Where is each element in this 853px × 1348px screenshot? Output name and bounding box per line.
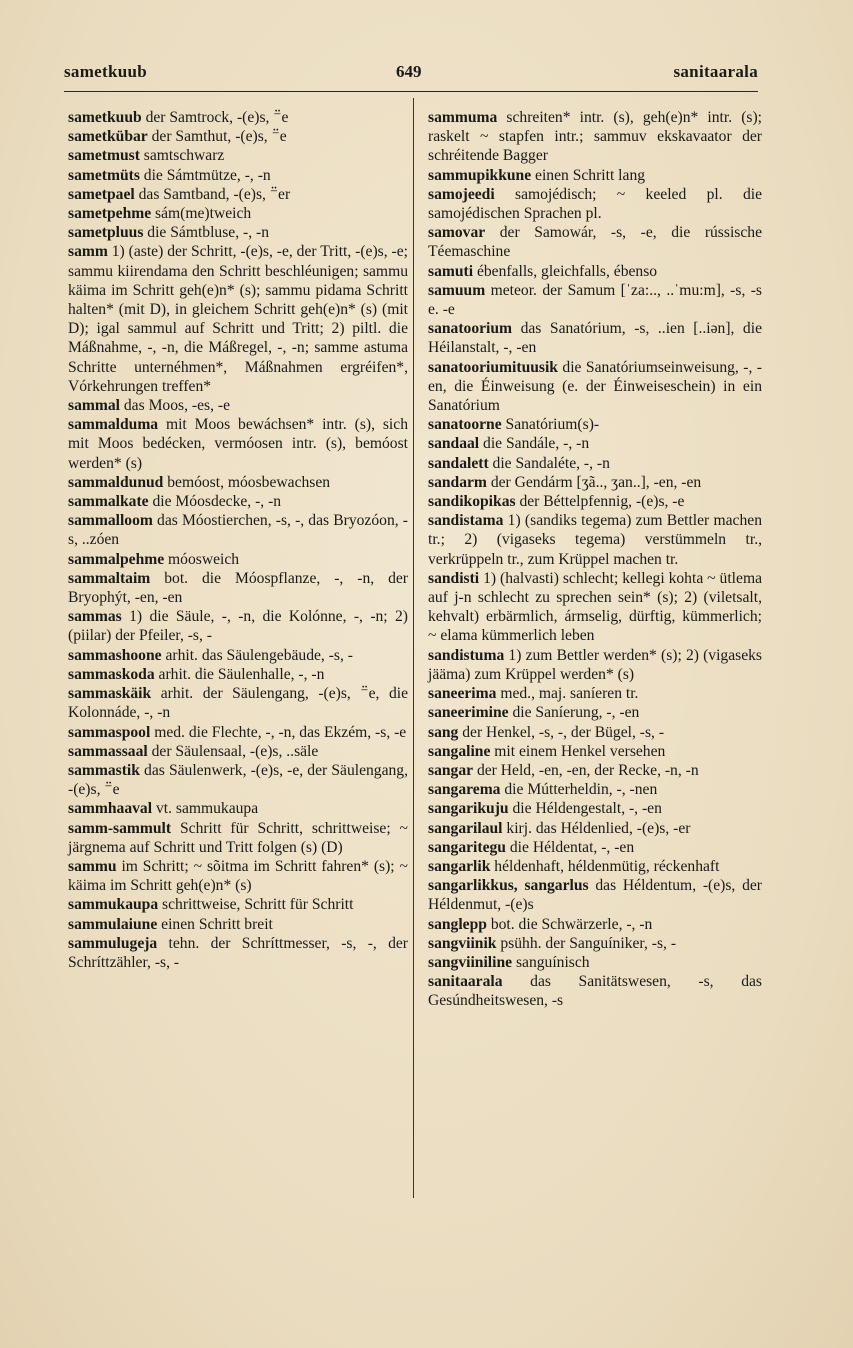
entry-definition: die Sámtbluse, -, -n <box>143 224 269 242</box>
dictionary-entry <box>68 550 408 569</box>
entry-headword: sammashoone <box>68 646 162 664</box>
entry-definition: der Gendárm [ʒã.., ʒan..], -en, -en <box>486 473 702 491</box>
entry-headword: sanglepp <box>428 915 487 933</box>
entry-headword: sangaline <box>428 742 491 760</box>
entry-definition: der Henkel, -s, -, der Bügel, -s, - <box>458 723 665 741</box>
dictionary-entry <box>428 262 762 281</box>
entry-headword: sammulugeja <box>68 934 158 952</box>
entry-definition: bemóost, móosbewachsen <box>163 473 331 491</box>
entry-headword: sammupikkune <box>428 166 532 184</box>
entry-headword: sangarlik <box>428 857 491 875</box>
entry-definition: móosweich <box>164 550 240 568</box>
entry-definition: das Säulenwerk, -(e)s, -e, der Säulengang, -(e)s, ⁻̈e <box>68 761 408 799</box>
entry-definition: der Béttelpfennig, -(e)s, -e <box>515 493 685 511</box>
entry-definition: 1) (halvasti) schlecht; kellegi kohta ~ ütlema auf j-n schlecht zu sprechen sein* (s); 2) (viletsalt, kehvalt) erbärmlich, ármselig, dürftig, kümmerlich; ~ elama kümmerlich leben <box>428 569 762 645</box>
entry-definition: das Sanatórium, -s, ..ien [..iən], die Héilanstalt, -, -en <box>428 320 762 357</box>
entry-definition: der Säulensaal, -(e)s, ..säle <box>147 742 319 760</box>
entry-definition: Schritt für Schritt, schrittweise; ~ järgnema auf Schritt und Tritt folgen (s) (D) <box>68 819 408 856</box>
entry-definition: die Héldengestalt, -, -en <box>508 800 662 818</box>
dictionary-entry <box>428 934 762 953</box>
dictionary-entry <box>68 492 408 511</box>
entry-headword: sammas <box>68 608 122 626</box>
dictionary-entry <box>68 665 408 684</box>
dictionary-entry <box>428 281 762 319</box>
header-rule <box>64 91 758 92</box>
dictionary-entry <box>428 492 762 511</box>
entry-headword: sammalduma <box>68 416 159 434</box>
entry-definition: schreiten* intr. (s), geh(e)n* intr. (s); raskelt ~ stapfen intr.; sammuv ekskavaator der schréitende Bagger <box>428 109 762 165</box>
dictionary-entry <box>68 799 408 818</box>
dictionary-entry <box>68 415 408 473</box>
entry-headword: sammal <box>68 397 120 415</box>
dictionary-entry <box>428 972 762 1010</box>
dictionary-entry <box>428 108 762 166</box>
entry-headword: sandistuma <box>428 646 505 664</box>
dictionary-entry <box>428 511 762 569</box>
dictionary-entry <box>68 915 408 934</box>
entry-definition: der Samthut, -(e)s, ⁻̈e <box>147 128 287 146</box>
entry-definition: arhit. das Säulengebäude, -s, - <box>161 646 353 664</box>
dictionary-entry <box>68 511 408 549</box>
entry-headword: sangarikuju <box>428 800 509 818</box>
dictionary-entry <box>68 242 408 396</box>
entry-headword: sandarm <box>428 473 487 491</box>
entry-definition: die Móosdecke, -, -n <box>148 493 282 511</box>
dictionary-entry <box>68 819 408 857</box>
entry-headword: sammuma <box>428 109 498 126</box>
entry-headword: sangviiniline <box>428 953 513 971</box>
dictionary-entry <box>428 876 762 914</box>
entry-definition: das Sanitätswesen, -s, das Gesúndheitswesen, -s <box>428 973 762 1010</box>
dictionary-entry <box>68 857 408 895</box>
entry-definition: einen Schritt lang <box>531 166 646 184</box>
entry-definition: bot. die Móospflanze, -, -n, der Bryophýt, -en, -en <box>68 569 408 607</box>
entry-headword: samm-sammult <box>68 819 172 837</box>
dictionary-entry <box>428 857 762 876</box>
dictionary-entry <box>68 607 408 645</box>
entry-definition: vt. sammukaupa <box>152 800 259 818</box>
dictionary-entry <box>428 838 762 857</box>
dictionary-entry <box>68 742 408 761</box>
dictionary-entry <box>68 646 408 665</box>
entry-headword: sanatoorium <box>428 320 513 338</box>
dictionary-entry <box>428 454 762 473</box>
entry-headword: sanatooriumituusik <box>428 358 558 376</box>
dictionary-entry <box>428 703 762 722</box>
dictionary-entry <box>428 780 762 799</box>
entry-headword: sangaritegu <box>428 838 506 856</box>
entry-definition: die Sandaléte, -, -n <box>488 454 610 472</box>
dictionary-entry <box>68 108 408 127</box>
dictionary-entry <box>428 166 762 185</box>
entry-definition: im Schritt; ~ sõitma im Schritt fahren* (s); ~ käima im Schritt geh(e)n* (s) <box>68 857 408 895</box>
dictionary-entry <box>428 473 762 492</box>
entry-headword: samuti <box>428 262 474 280</box>
dictionary-entry <box>428 319 762 357</box>
entry-headword: sammalloom <box>68 512 153 530</box>
entry-headword: sangarilaul <box>428 819 503 837</box>
entry-definition: mit Moos bewáchsen* intr. (s), sich mit Moos bedécken, vermóosen intr. (s), bemóost werden* (s) <box>68 416 408 472</box>
dictionary-entry <box>428 434 762 453</box>
entry-headword: sammastik <box>68 761 140 779</box>
entry-headword: sammu <box>68 857 117 875</box>
dictionary-entry <box>428 684 762 703</box>
entry-definition: arhit. der Säulengang, -(e)s, ⁻̈e, die Kolonnáde, -, -n <box>68 685 408 722</box>
dictionary-entry <box>68 569 408 607</box>
entry-headword: sandistama <box>428 512 504 530</box>
entry-headword: sametpluus <box>68 224 144 242</box>
entry-headword: sandisti <box>428 569 480 587</box>
dictionary-entry <box>68 185 408 204</box>
entry-definition: ébenfalls, gleichfalls, ébenso <box>473 262 658 280</box>
dictionary-entry <box>428 742 762 761</box>
entry-definition: 1) die Säule, -, -n, die Kolónne, -, -n; 2) (piilar) der Pfeiler, -s, - <box>68 608 408 645</box>
header-first-entry: sametkuub <box>64 62 148 81</box>
entry-headword: sametkübar <box>68 128 148 146</box>
entry-definition: der Samtrock, -(e)s, ⁻̈e <box>141 109 289 126</box>
entry-headword: samuum <box>428 281 486 299</box>
entry-definition: die Sámtmütze, -, -n <box>139 166 271 184</box>
entry-headword: saneerima <box>428 685 497 703</box>
entry-definition: bot. die Schwärzerle, -, -n <box>486 915 653 933</box>
entry-headword: sandikopikas <box>428 493 516 511</box>
entry-definition: samtschwarz <box>139 147 225 165</box>
entry-definition: die Sandále, -, -n <box>479 435 590 453</box>
entry-definition: med., maj. saníeren tr. <box>496 685 639 703</box>
dictionary-entry <box>68 146 408 165</box>
entry-headword: sammassaal <box>68 742 148 760</box>
dictionary-entry <box>428 799 762 818</box>
entry-definition: sanguínisch <box>512 953 590 971</box>
entry-definition: med. die Flechte, -, -n, das Ekzém, -s, -e <box>150 723 407 741</box>
entry-definition: psühh. der Sanguíniker, -s, - <box>496 934 677 952</box>
dictionary-entry <box>428 415 762 434</box>
right-column <box>428 108 762 1011</box>
entry-definition: tehn. der Schríttmesser, -s, -, der Schríttzähler, -s, - <box>68 934 408 971</box>
entry-headword: sammaltaim <box>68 569 151 587</box>
entry-definition: die Mútterheldin, -, -nen <box>500 781 658 799</box>
dictionary-entry <box>428 723 762 742</box>
entry-definition: die Saníerung, -, -en <box>508 704 640 722</box>
entry-headword: sametmüts <box>68 166 140 184</box>
dictionary-entry <box>428 915 762 934</box>
entry-definition: 1) (aste) der Schritt, -(e)s, -e, der Tritt, -(e)s, -e; sammu kiirendama den Schritt beschléunigen; sammu käima im Schritt geh(e)n* (s); sammu pidama Schritt halten* (mit D), in gleichem Schritt geh(e)n* (s) (mit D); igal sammul auf Schritt und Tritt; 2) piltl. die Máßnahme, -, -n, die Máßregel, -, -n; samme astuma Schritte unternéhmen*, Máßnahmen ergréifen*, Vórkehrungen treffen* <box>68 243 408 395</box>
dictionary-entry <box>428 646 762 684</box>
entry-definition: die Héldentat, -, -en <box>505 838 635 856</box>
page-number: 649 <box>396 62 422 81</box>
entry-definition: samojédisch; ~ keeled pl. die samojédischen Sprachen pl. <box>428 185 762 223</box>
entry-headword: samovar <box>428 224 486 242</box>
dictionary-entry <box>68 223 408 242</box>
entry-headword: sammaspool <box>68 723 151 741</box>
entry-definition: das Samtband, -(e)s, ⁻̈er <box>134 185 291 203</box>
dictionary-entry <box>68 127 408 146</box>
dictionary-entry <box>68 473 408 492</box>
dictionary-entry <box>68 204 408 223</box>
dictionary-entry <box>428 358 762 416</box>
entry-definition: 1) zum Bettler werden* (s); 2) (vigaseks jääma) zum Krüppel werden* (s) <box>428 646 762 683</box>
dictionary-entry <box>68 166 408 185</box>
entry-headword: sandalett <box>428 454 489 472</box>
entry-headword: sanatoorne <box>428 416 502 434</box>
entry-definition: 1) (sandiks tegema) zum Bettler machen tr.; 2) (vigaseks tegema) verstümmeln tr., verkrüppeln tr., zum Krüppel machen tr. <box>428 512 762 568</box>
dictionary-entry <box>68 761 408 799</box>
dictionary-entry <box>68 895 408 914</box>
entry-headword: sammaldunud <box>68 473 164 491</box>
entry-headword: sangarema <box>428 781 501 799</box>
entry-definition: Sanatórium(s)- <box>501 416 600 434</box>
entry-definition: der Held, -en, -en, der Recke, -n, -n <box>473 761 699 779</box>
entry-headword: sang <box>428 723 459 741</box>
header-last-entry: sanitaarala <box>673 62 758 81</box>
entry-headword: sangarlikkus, sangarlus <box>428 877 589 895</box>
column-divider <box>413 98 414 1198</box>
entry-definition: mit einem Henkel versehen <box>490 742 666 760</box>
entry-definition: arhit. die Säulenhalle, -, -n <box>154 665 325 683</box>
dictionary-entry <box>428 819 762 838</box>
dictionary-entry <box>428 185 762 223</box>
entry-definition: sám(me)tweich <box>151 205 252 223</box>
entry-headword: sammalkate <box>68 493 149 511</box>
entry-headword: sametpael <box>68 185 135 203</box>
entry-headword: sanitaarala <box>428 973 503 991</box>
dictionary-entry <box>428 761 762 780</box>
entry-headword: sangviinik <box>428 934 497 952</box>
entry-headword: sammhaaval <box>68 800 153 818</box>
dictionary-entry <box>428 953 762 972</box>
entry-headword: sammulaiune <box>68 915 158 933</box>
entry-headword: sametpehme <box>68 205 152 223</box>
page-header <box>64 62 758 86</box>
entry-headword: saneerimine <box>428 704 509 722</box>
entry-headword: sammaskäik <box>68 685 152 703</box>
entry-definition: einen Schritt breit <box>157 915 273 933</box>
dictionary-entry <box>68 723 408 742</box>
entry-definition: das Héldentum, -(e)s, der Héldenmut, -(e)s <box>428 877 762 914</box>
entry-headword: sametkuub <box>68 109 142 126</box>
entry-headword: samojeedi <box>428 185 495 203</box>
entry-headword: sammaskoda <box>68 665 155 683</box>
entry-definition: kirj. das Héldenlied, -(e)s, -er <box>502 819 691 837</box>
left-column <box>68 108 408 972</box>
dictionary-entry <box>428 569 762 646</box>
entry-headword: sangar <box>428 761 474 779</box>
entry-definition: die Sanatóriumseinweisung, -, -en, die Éinweisung (e. der Éinweiseschein) in ein Sanatórium <box>428 358 762 415</box>
entry-definition: meteor. der Samum [ˈza:.., ..ˈmu:m], -s, -s e. -e <box>428 281 762 319</box>
entry-headword: samm <box>68 243 108 261</box>
entry-definition: schrittweise, Schritt für Schritt <box>158 896 354 914</box>
entry-headword: sammukaupa <box>68 896 159 914</box>
dictionary-entry <box>68 934 408 972</box>
entry-headword: sametmust <box>68 147 140 165</box>
dictionary-entry <box>68 684 408 722</box>
entry-headword: sandaal <box>428 435 480 453</box>
entry-headword: sammalpehme <box>68 550 165 568</box>
entry-definition: der Samowár, -s, -e, die rússische Téemaschine <box>428 224 762 261</box>
dictionary-entry <box>68 396 408 415</box>
entry-definition: héldenhaft, héldenmütig, réckenhaft <box>490 857 720 875</box>
entry-definition: das Moos, -es, -e <box>119 397 230 415</box>
entry-definition: das Móostierchen, -s, -, das Bryozóon, -s, ..zóen <box>68 512 408 549</box>
dictionary-entry <box>428 223 762 261</box>
